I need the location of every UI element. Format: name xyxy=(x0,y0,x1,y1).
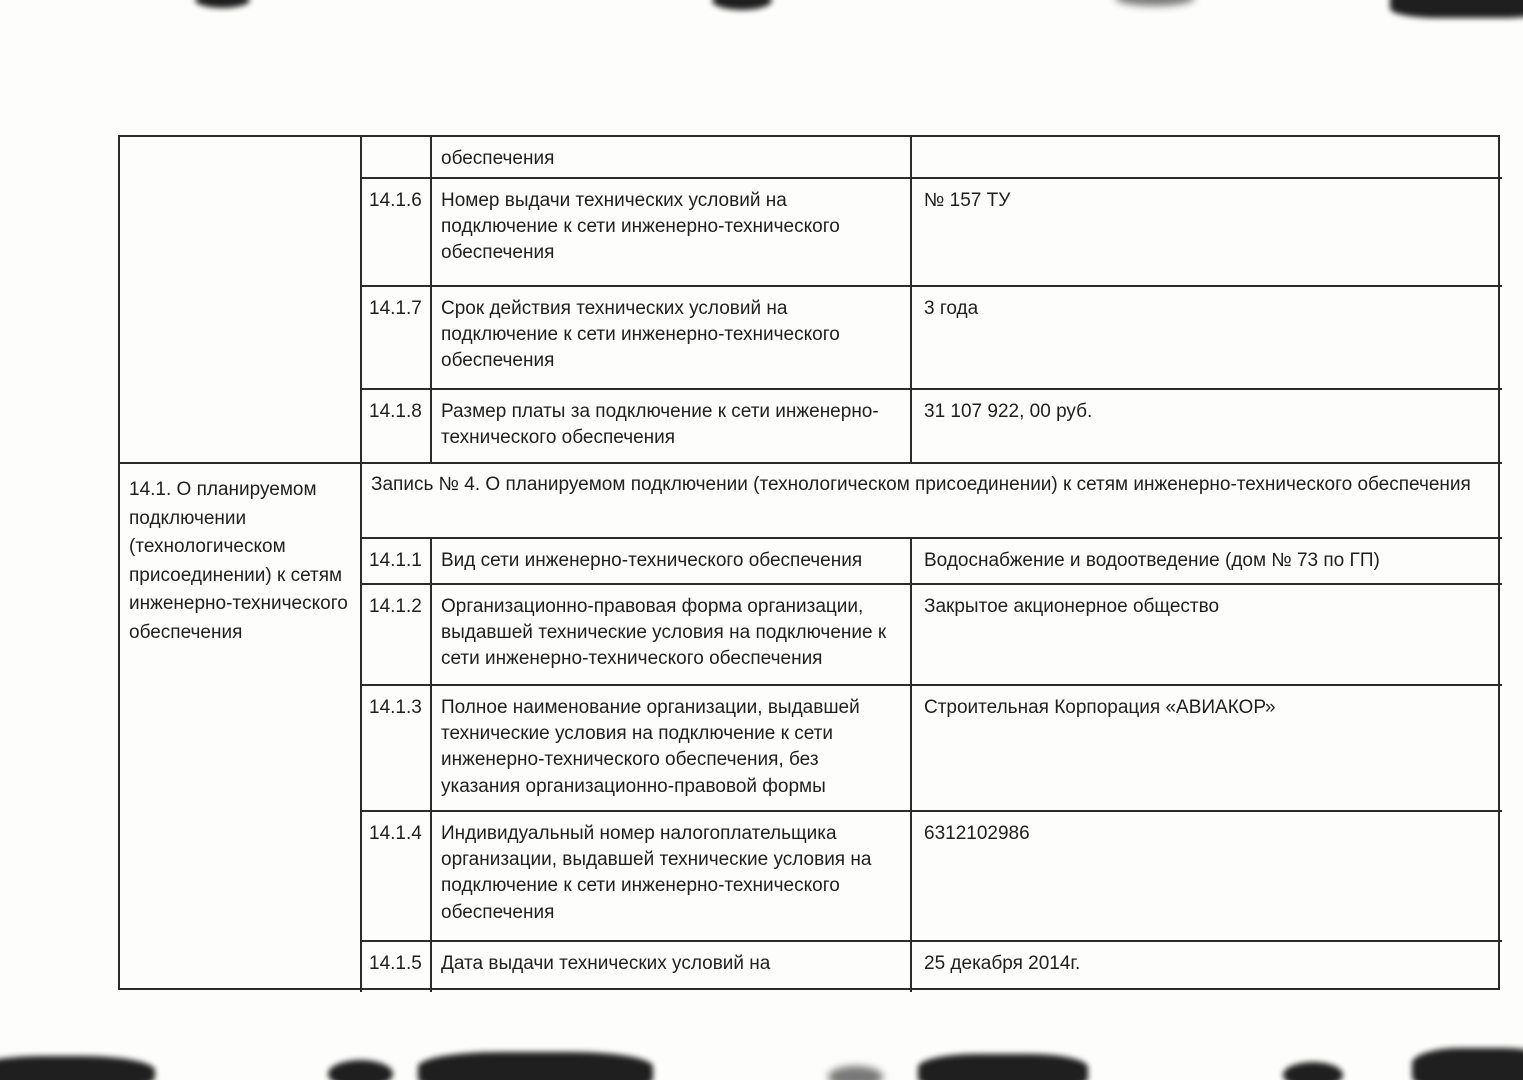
row-value-cell: Закрытое акционерное общество xyxy=(912,585,1502,686)
row-value-cell: 3 года xyxy=(912,287,1502,390)
row-number-cell: 14.1.6 xyxy=(362,179,432,287)
row-number-cell: 14.1.3 xyxy=(362,686,432,812)
row-label-cell: Дата выдачи технических условий на xyxy=(432,942,912,992)
row-label-cell: Номер выдачи технических условий на подключение к сети инженерно-технического обеспечения xyxy=(432,179,912,287)
scan-smudge xyxy=(1390,0,1523,18)
scan-smudge xyxy=(918,1054,1088,1080)
row-value-cell: Строительная Корпорация «АВИАКОР» xyxy=(912,686,1502,812)
row-label-cell: Полное наименование организации, выдавшей технические условия на подключение к сети инженерно-технического обеспечения, без указания организационно-правовой формы xyxy=(432,686,912,812)
scan-smudge xyxy=(828,1066,883,1080)
row-number-cell: 14.1.2 xyxy=(362,585,432,686)
row-value-cell: 25 декабря 2014г. xyxy=(924,953,1081,974)
row-label-cell: Размер платы за подключение к сети инженерно-технического обеспечения xyxy=(432,390,912,464)
row-number-cell: 14.1.7 xyxy=(362,287,432,390)
section-label-cell: 14.1. О планируемом подключении (технологическом присоединении) к сетям инженерно-технического обеспечения xyxy=(120,464,362,992)
left-column-empty-cell xyxy=(120,137,362,464)
row-value-cell: № 157 ТУ xyxy=(912,179,1502,287)
scan-smudge xyxy=(195,0,250,8)
row-value-cell: Водоснабжение и водоотведение (дом № 73 по ГП) xyxy=(912,539,1502,585)
row-number-cell: 14.1.8 xyxy=(362,390,432,464)
scan-smudge xyxy=(712,0,772,10)
row-label-cell: обеспечения xyxy=(432,137,912,179)
scan-smudge xyxy=(418,1052,653,1080)
row-value-cell: 31 107 922, 00 руб. xyxy=(912,390,1502,464)
row-number-cell: 14.1.1 xyxy=(362,539,432,585)
row-label-cell: Срок действия технических условий на подключение к сети инженерно-технического обеспечения xyxy=(432,287,912,390)
row-label-cell: Организационно-правовая форма организации, выдавшей технические условия на подключение к сети инженерно-технического обеспечения xyxy=(432,585,912,686)
record-header-cell: Запись № 4. О планируемом подключении (технологическом присоединении) к сетям инженерно-технического обеспечения xyxy=(362,464,1502,539)
row-value-cell xyxy=(912,137,1502,179)
row-value-cell: 6312102986 xyxy=(912,812,1502,942)
row-number-cell xyxy=(362,137,432,179)
scan-smudge xyxy=(328,1060,393,1080)
table xyxy=(118,135,1500,990)
scan-smudge xyxy=(1412,1048,1523,1080)
row-label-cell: Вид сети инженерно-технического обеспечения xyxy=(432,539,912,585)
row-number-cell: 14.1.5 xyxy=(362,942,432,992)
scan-smudge xyxy=(1283,1062,1343,1080)
row-number-cell: 14.1.4 xyxy=(362,812,432,942)
scan-smudge xyxy=(0,1056,155,1080)
row-label-cell: Индивидуальный номер налогоплательщика организации, выдавшей технические условия на подключение к сети инженерно-технического обеспечения xyxy=(432,812,912,942)
scan-smudge xyxy=(1115,0,1195,6)
